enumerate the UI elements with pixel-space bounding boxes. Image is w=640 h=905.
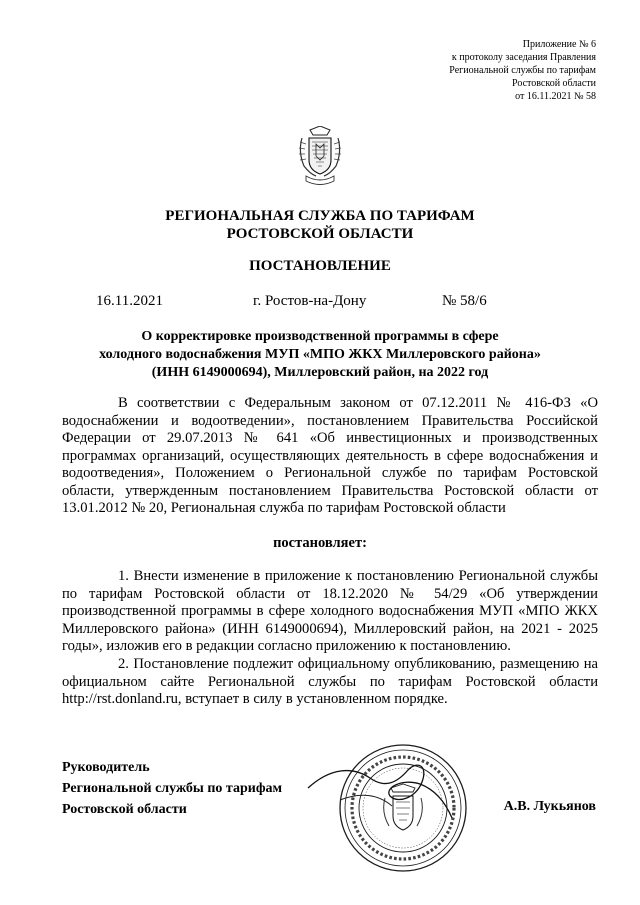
handwritten-signature-icon [300, 748, 460, 838]
coat-of-arms-icon [296, 126, 344, 188]
signatory-title-line: Ростовской области [62, 802, 187, 817]
document-type: ПОСТАНОВЛЕНИЕ [249, 258, 391, 274]
signatory-name: А.В. Лукьянов [503, 799, 596, 814]
appendix-line: Приложение № 6 [522, 39, 596, 50]
document-city: г. Ростов-на-Дону [253, 293, 367, 309]
preamble-paragraph: В соответствии с Федеральным законом от 07.12.2011 № 416-ФЗ «О водоснабжении и водоотведении», постановлением Правительства Российской Федерации от 29.07.2013 № 641 «Об инвестиционных и производственных программах организаций, осуществляющих деятельность в сфере водоснабжения и водоотведения», Положением о Региональной службе по тарифам Ростовской области, утвержденным постановлением Правительства Ростовской области от 13.01.2012 № 20, Региональная служба по тарифам Ростовской области [62, 395, 598, 516]
subject-line: О корректировке производственной программы в сфере [141, 329, 499, 344]
appendix-line: Ростовской области [512, 78, 596, 89]
organization-line: РОСТОВСКОЙ ОБЛАСТИ [226, 226, 414, 242]
signatory-title-line: Руководитель [62, 760, 150, 775]
resolution-item-2: 2. Постановление подлежит официальному опубликованию, размещению на официальном сайте Региональной службы по тарифам Ростовской области http://rst.donland.ru, вступает в силу в установленном порядке. [62, 656, 598, 707]
document-number: № 58/6 [442, 293, 487, 309]
subject-line: (ИНН 6149000694), Миллеровский район, на 2022 год [151, 365, 489, 380]
organization-line: РЕГИОНАЛЬНАЯ СЛУЖБА ПО ТАРИФАМ [165, 208, 475, 224]
appendix-line: Региональной службы по тарифам [449, 65, 596, 76]
decision-heading: постановляет: [273, 535, 367, 551]
signatory-title [62, 757, 282, 820]
appendix-line: к протоколу заседания Правления [451, 52, 596, 63]
document-date: 16.11.2021 [96, 293, 163, 309]
subject-line: холодного водоснабжения МУП «МПО ЖКХ Миллеровского района» [99, 347, 541, 362]
appendix-line: от 16.11.2021 № 58 [515, 91, 596, 102]
document-subject [60, 328, 580, 382]
organization-name [0, 207, 640, 243]
appendix-note [376, 38, 596, 103]
signatory-title-line: Региональной службы по тарифам [62, 781, 283, 796]
resolution-item-1: 1. Внести изменение в приложение к постановлению Региональной службы по тарифам Ростовской области от 18.12.2020 № 54/29 «Об утверждении производственной программы в сфере холодного водоснабжения МУП «МПО ЖКХ Миллеровского района» (ИНН 6149000694), Миллеровский район, на 2021 - 2025 годы», изложив его в редакции согласно приложению к постановлению. [62, 568, 598, 654]
